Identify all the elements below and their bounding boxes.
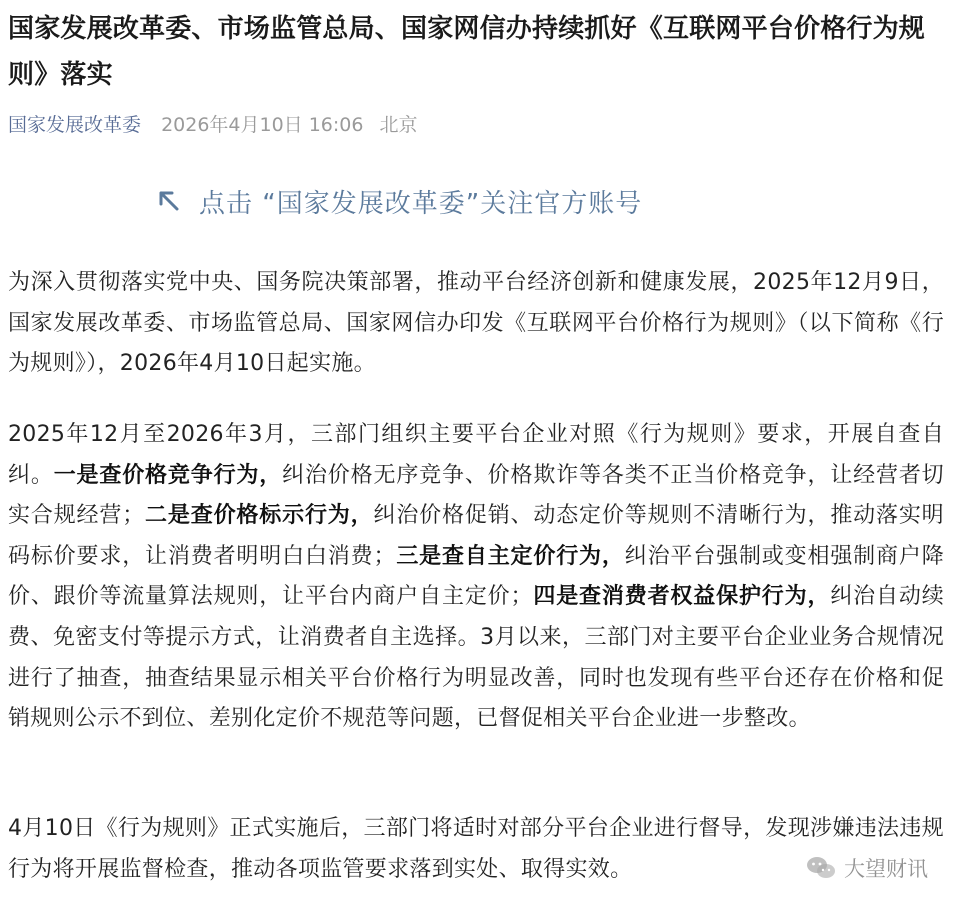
publish-time: 2026年4月10日 16:06 (161, 114, 364, 136)
publish-location: 北京 (379, 114, 418, 136)
paragraph-self-inspection (8, 415, 944, 740)
watermark-text: 大望财讯 (844, 857, 928, 881)
arrow-up-left-icon (155, 187, 183, 215)
paragraph-text: 纠治价格促销、动态定价等规则不清晰行为，推动落实明码标价要求，让消费者明明白白消费； (8, 503, 944, 569)
item-heading: 三是查自主定价行为， (395, 543, 625, 569)
item-heading: 二是查价格标示行为， (144, 503, 374, 529)
paragraph-intro: 为深入贯彻落实党中央、国务院决策部署，推动平台经济创新和健康发展，2025年12月9日，国家发展改革委、市场监管总局、国家网信办印发《互联网平台价格行为规则》（以下简称《行为规则》），2026年4月10日起实施。 (8, 270, 944, 377)
paragraph-text: 纠治价格无序竞争、价格欺诈等各类不正当价格竞争，让经营者切实合规经营； (8, 462, 944, 529)
paragraph-text: 纠治平台强制或变相强制商户降价、跟价等流量算法规则，让平台内商户自主定价； (8, 543, 944, 610)
follow-account-banner[interactable] (155, 178, 642, 224)
paragraph-text: 纠治自动续费、免密支付等提示方式，让消费者自主选择。3月以来，三部门对主要平台企业业务合规情况进行了抽查，抽查结果显示相关平台价格行为明显改善，同时也发现有些平台还存在价格和促销规则公示不到位、差别化定价不规范等问题，已督促相关平台企业进一步整改。 (8, 584, 944, 732)
source-account-link[interactable]: 国家发展改革委 (8, 114, 142, 136)
wechat-icon (806, 855, 836, 881)
article-title: 国家发展改革委、市场监管总局、国家网信办持续抓好《互联网平台价格行为规则》落实 (8, 14, 926, 90)
item-heading: 一是查价格竞争行为， (53, 462, 283, 488)
paragraph-follow-up: 4月10日《行为规则》正式实施后，三部门将适时对部分平台企业进行督导，发现涉嫌违法违规行为将开展监督检查，推动各项监管要求落到实处、取得实效。 (8, 816, 944, 882)
follow-banner-text: 点击 “国家发展改革委”关注官方账号 (199, 188, 643, 219)
paragraph-text: 2025年12月至2026年3月，三部门组织主要平台企业对照《行为规则》要求，开展自查自纠。 (8, 422, 944, 488)
item-heading: 四是查消费者权益保护行为， (532, 584, 831, 610)
watermark (806, 853, 928, 883)
article-meta (8, 108, 418, 142)
